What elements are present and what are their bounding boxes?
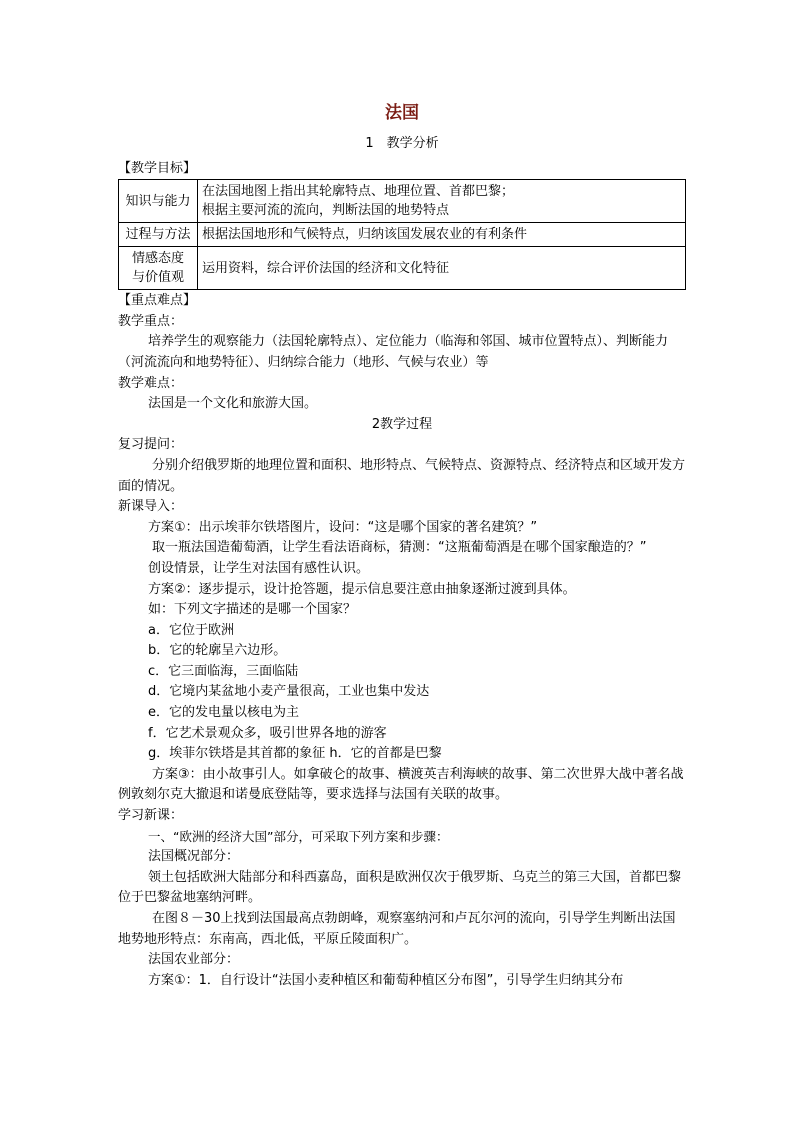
overview-label: 法国概况部分： bbox=[148, 849, 240, 865]
list-item: d．它境内某盆地小麦产量很高，工业也集中发达 bbox=[148, 684, 430, 700]
agriculture-label: 法国农业部分： bbox=[148, 952, 240, 968]
overview-text: 领土包括欧洲大陆部分和科西嘉岛，面积是欧洲仅次于俄罗斯、乌克兰的第三大国，首都巴黎位于巴黎盆地塞纳河畔。 bbox=[118, 869, 682, 906]
plan-3: 方案③：由小故事引人。如拿破仑的故事、横渡英吉利海峡的故事、第二次世界大战中著名战例敦刻尔克大撤退和诺曼底登陆等，要求选择与法国有关联的故事。 bbox=[118, 766, 684, 803]
list-item: g．埃菲尔铁塔是其首都的象征 h．它的首都是巴黎 bbox=[148, 746, 442, 762]
row-content: 运用资料，综合评价法国的经济和文化特征 bbox=[198, 247, 686, 290]
review-text: 分别介绍俄罗斯的地理位置和面积、地形特点、气候特点、资源特点、经济特点和区域开发方面的情况。 bbox=[118, 457, 686, 494]
wine-paragraph: 取一瓶法国造葡萄酒，让学生看法语商标，猜测：“这瓶葡萄酒是在哪个国家酿造的？” bbox=[152, 540, 647, 556]
list-item: e．它的发电量以核电为主 bbox=[148, 705, 299, 721]
cell-line: 情感态度 bbox=[131, 251, 184, 267]
intro-label: 新课导入： bbox=[118, 499, 184, 515]
row-header: 过程与方法 bbox=[119, 223, 198, 247]
review-label: 复习提问： bbox=[118, 437, 184, 453]
row-content: 根据法国地形和气候特点，归纳该国发展农业的有利条件 bbox=[198, 223, 686, 247]
scene-paragraph: 创设情景，让学生对法国有感性认识。 bbox=[148, 560, 370, 576]
section-heading-process: 2教学过程 bbox=[371, 416, 433, 432]
list-item: f．它艺术景观众多，吸引世界各地的游客 bbox=[148, 725, 387, 741]
key-point-text: 培养学生的观察能力（法国轮廓特点）、定位能力（临海和邻国、城市位置特点）、判断能力（河流流向和地势特征）、归纳综合能力（地形、气候与农业）等 bbox=[118, 334, 669, 370]
agriculture-plan: 方案①：1．自行设计“法国小麦种植区和葡萄种植区分布图”，引导学生归纳其分布 bbox=[148, 972, 624, 988]
table-row bbox=[119, 223, 686, 247]
key-point-label: 教学重点： bbox=[118, 313, 184, 329]
document-page bbox=[118, 100, 686, 991]
row-content bbox=[198, 180, 686, 223]
part-1-heading: 一、“欧洲的经济大国”部分，可采取下列方案和步骤： bbox=[148, 828, 449, 844]
row-header bbox=[119, 247, 198, 290]
row-header: 知识与能力 bbox=[119, 180, 198, 223]
new-lesson-label: 学习新课： bbox=[118, 808, 184, 824]
question-paragraph: 如：下列文字描述的是哪一个国家？ bbox=[148, 602, 357, 618]
document-title: 法国 bbox=[385, 103, 419, 123]
terrain-text: 在图８－30上找到法国最高点勃朗峰，观察塞纳河和卢瓦尔河的流向，引导学生判断出法国地势地形特点：东南高，西北低，平原丘陵面积广。 bbox=[118, 911, 676, 947]
goals-heading: 【教学目标】 bbox=[118, 160, 197, 176]
list-item: a．它位于欧洲 bbox=[148, 622, 234, 638]
plan-2: 方案②：逐步提示，设计抢答题，提示信息要注意由抽象逐渐过渡到具体。 bbox=[148, 581, 576, 597]
difficulty-label: 教学难点： bbox=[118, 375, 184, 391]
key-heading: 【重点难点】 bbox=[118, 293, 197, 309]
cell-line: 根据主要河流的流向，判断法国的地势特点 bbox=[202, 203, 450, 219]
goals-table bbox=[118, 179, 686, 290]
cell-line: 与价值观 bbox=[131, 270, 184, 286]
section-heading-analysis: 1 教学分析 bbox=[365, 136, 439, 151]
cell-line: 在法国地图上指出其轮廓特点、地理位置、首都巴黎； bbox=[202, 184, 515, 200]
table-row bbox=[119, 180, 686, 223]
list-item: c．它三面临海，三面临陆 bbox=[148, 663, 299, 679]
table-row bbox=[119, 247, 686, 290]
difficulty-text: 法国是一个文化和旅游大国。 bbox=[148, 396, 318, 412]
list-item: b．它的轮廓呈六边形。 bbox=[148, 643, 287, 659]
plan-1: 方案①：出示埃菲尔铁塔图片，设问：“这是哪个国家的著名建筑？” bbox=[148, 519, 538, 535]
